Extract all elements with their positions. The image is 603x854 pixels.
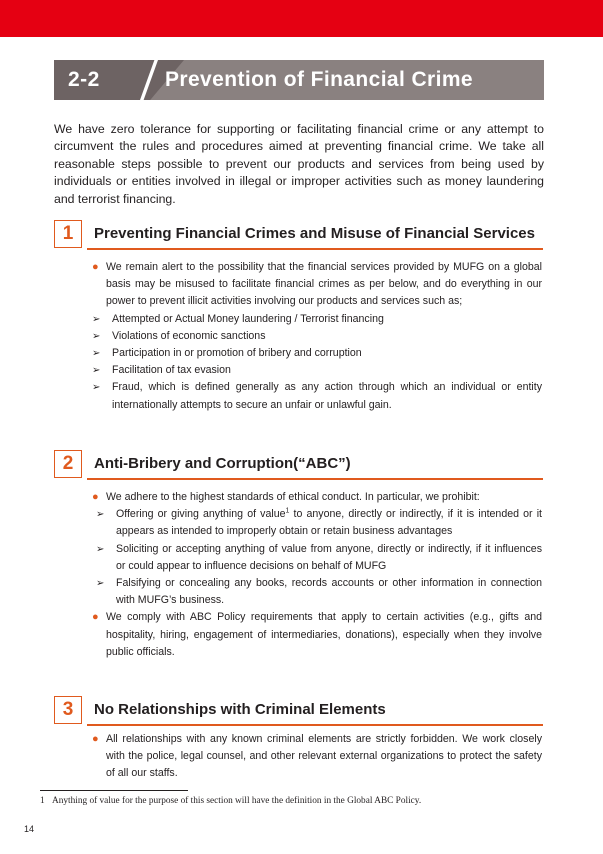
arrow-bullet-icon: ➢: [96, 578, 105, 590]
subsection-title-2: Anti-Bribery and Corruption(“ABC”): [94, 455, 351, 472]
bullet-dot-icon: ●: [92, 611, 99, 624]
subsection-underline: [87, 248, 543, 250]
subsection-header-1: [54, 220, 543, 250]
arrow-bullet-icon: ➢: [96, 543, 105, 555]
bullet-item: [90, 259, 542, 311]
arrow-bullet-icon: ➢: [92, 365, 101, 377]
footnote: [40, 796, 560, 806]
bullet-text: We comply with ABC Policy requirements that apply to certain activities (e.g., gifts and hospitality, hiring, engagement of intermediaries, donations), especially when they involve public officials.: [106, 611, 542, 658]
bullet-item: [90, 731, 542, 783]
arrow-bullet-icon: ➢: [92, 313, 101, 325]
arrow-bullet-icon: ➢: [92, 348, 101, 360]
subsection-body-1: [90, 259, 542, 414]
subsection-number-1: 1: [54, 220, 82, 248]
arrow-bullet-icon: ➢: [92, 330, 101, 342]
bullet-text: We remain alert to the possibility that the financial services provided by MUFG on a global basis may be misused to facilitate financial crimes as per below, and do everything in our power to prevent illicit activities involving our products and services such as;: [106, 261, 542, 308]
page-title: Prevention of Financial Crime: [165, 68, 473, 91]
subsection-number-3: 3: [54, 696, 82, 724]
bullet-item: [90, 489, 542, 506]
bullet-dot-icon: ●: [92, 491, 99, 503]
top-red-bar: [0, 0, 603, 37]
list-item: ➢ Attempted or Actual Money laundering / Terrorist financing: [90, 311, 542, 328]
subsection-header-2: [54, 450, 543, 480]
subsection-underline: [87, 478, 543, 480]
section-title-banner: [54, 60, 544, 100]
bullet-text: All relationships with any known criminal elements are strictly forbidden. We work closely with the police, legal counsel, and other relevant external organizations to protect the safety of all our staffs.: [106, 733, 542, 780]
section-number: 2-2: [68, 68, 100, 91]
subsection-title-3: No Relationships with Criminal Elements: [94, 701, 386, 718]
sub-list: [90, 311, 542, 414]
subsection-body-3: [90, 731, 542, 783]
subsection-body-2: [90, 489, 542, 661]
list-item: ➢ Participation in or promotion of bribery and corruption: [90, 345, 542, 362]
footnote-text: Anything of value for the purpose of this section will have the definition in the Global ABC Policy.: [52, 796, 422, 806]
subsection-title-1: Preventing Financial Crimes and Misuse of Financial Services: [94, 225, 535, 242]
footnote-divider: [40, 790, 188, 791]
list-item: ➢ Violations of economic sanctions: [90, 328, 542, 345]
bullet-item: [90, 609, 542, 661]
footnote-reference: 1: [285, 507, 290, 515]
list-item: ➢ Offering or giving anything of value$^1$ to anyone, directly or indirectly, if it is intended or it appears as intended to improperly obtain or retain business advantages: [96, 507, 542, 538]
arrow-bullet-icon: ➢: [96, 509, 105, 521]
sub-list: [94, 506, 542, 609]
subsection-underline: [87, 724, 543, 726]
arrow-bullet-icon: ➢: [92, 382, 101, 394]
intro-paragraph: We have zero tolerance for supporting or facilitating financial crime or any attempt to circumvent the rules and procedures aimed at preventing financial crime. We take all reasonable steps possible to prevent our products and services from being used by individuals or entities involved in illegal or improper activities such as money laundering and terrorist financing.: [54, 122, 544, 206]
list-item: ➢ Facilitation of tax evasion: [90, 362, 542, 379]
list-item: ➢ Soliciting or accepting anything of value from anyone, directly or indirectly, if it influences or could appear to influence decisions on behalf of MUFG: [96, 542, 542, 572]
page-number: 14: [24, 824, 35, 834]
subsection-header-3: [54, 696, 543, 726]
bullet-dot-icon: ●: [92, 261, 99, 273]
bullet-dot-icon: ●: [92, 733, 99, 745]
footnote-mark: 1: [40, 796, 45, 806]
bullet-text: We adhere to the highest standards of ethical conduct. In particular, we prohibit:: [106, 491, 480, 503]
list-item: ➢ Falsifying or concealing any books, records accounts or other information in connection with MUFG’s business.: [96, 577, 542, 607]
subsection-number-2: 2: [54, 450, 82, 478]
list-item: ➢ Fraud, which is defined generally as any action through which an individual or entity internationally attempts to secure an unfair or unlawful gain.: [92, 381, 542, 411]
